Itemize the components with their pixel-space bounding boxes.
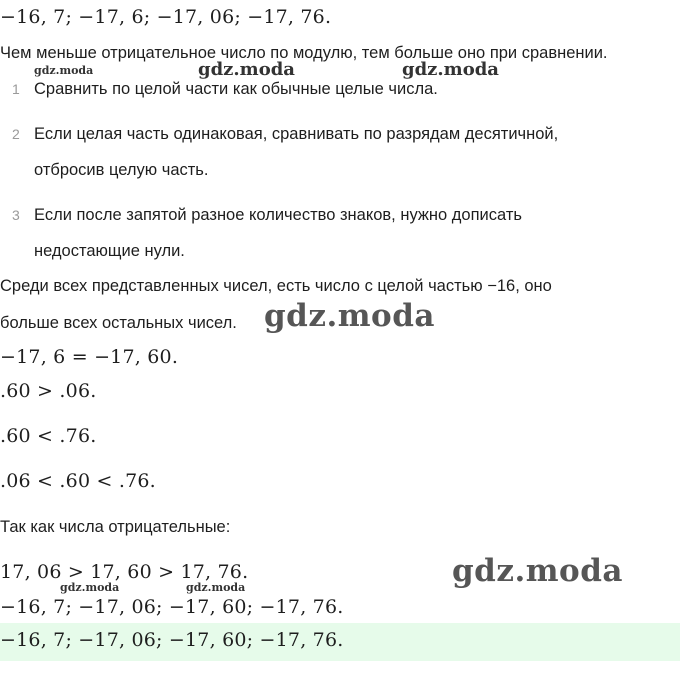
paragraph-line-1: Среди всех представленных чисел, есть число с целой частью −16, оно	[0, 277, 552, 295]
step-number: 2	[12, 126, 20, 142]
step-text: Если после запятой разное количество знаков, нужно дописать	[34, 206, 522, 224]
watermark: gdz.moda	[198, 59, 295, 80]
ordered-numbers: −16, 7; −17, 06; −17, 60; −17, 76.	[0, 596, 344, 618]
comparison-3: .06 < .60 < .76.	[0, 470, 156, 492]
step-1	[0, 80, 438, 99]
step-number: 1	[12, 81, 20, 97]
chain-comparison: 17, 06 > 17, 60 > 17, 76.	[0, 561, 249, 583]
step-2	[0, 125, 558, 144]
comparison-rule: Чем меньше отрицательное число по модулю, тем больше оно при сравнении.	[0, 44, 608, 62]
watermark: gdz.moda	[264, 298, 435, 334]
watermark: gdz.moda	[452, 553, 623, 589]
answer-box	[0, 623, 680, 661]
paragraph-line-2: больше всех остальных чисел.	[0, 314, 237, 332]
watermark: gdz.moda	[34, 64, 94, 77]
step-2-continuation: отбросив целую часть.	[34, 161, 209, 179]
since-negative: Так как числа отрицательные:	[0, 518, 231, 536]
step-3-continuation: недостающие нули.	[34, 242, 185, 260]
equation: −17, 6 = −17, 60.	[0, 346, 179, 368]
step-number: 3	[12, 207, 20, 223]
comparison-1: .60 > .06.	[0, 380, 97, 402]
comparison-2: .60 < .76.	[0, 425, 97, 447]
given-numbers: −16, 7; −17, 6; −17, 06; −17, 76.	[0, 6, 332, 28]
watermark: gdz.moda	[60, 581, 120, 594]
watermark: gdz.moda	[186, 581, 246, 594]
watermark: gdz.moda	[402, 59, 499, 80]
step-text: Если целая часть одинаковая, сравнивать по разрядам десятичной,	[34, 125, 559, 143]
answer-text: −16, 7; −17, 06; −17, 60; −17, 76.	[0, 629, 344, 651]
step-3	[0, 206, 522, 225]
step-text: Сравнить по целой части как обычные целые числа.	[34, 80, 438, 98]
